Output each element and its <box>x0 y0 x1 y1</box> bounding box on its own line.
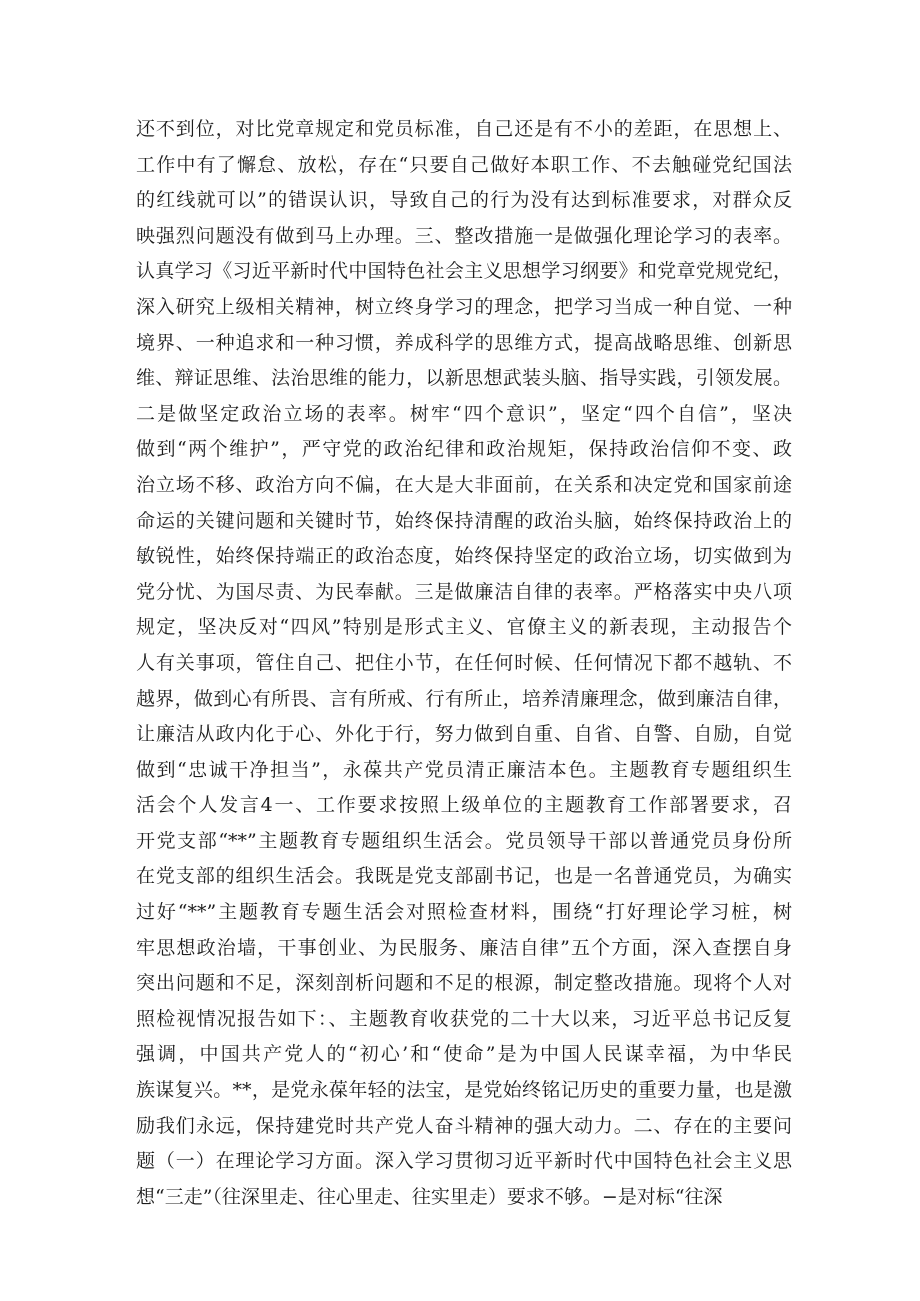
text-line: 让廉洁从政内化于心、外化于行，努力做到自重、自省、自警、自励，自觉 <box>136 723 792 746</box>
text-line: 工作中有了懈怠、放松，存在“只要自己做好本职工作、不去触碰党纪国法 <box>136 153 792 176</box>
body-text <box>136 112 792 1215</box>
text-line: 做到“两个维护”，严守党的政治纪律和政治规矩，保持政治信仰不变、政 <box>136 438 792 461</box>
text-line: 族谋复兴。**，是党永葆年轻的法宝，是党始终铭记历史的重要力量，也是激 <box>136 1079 792 1102</box>
text-line: 在党支部的组织生活会。我既是党支部副书记，也是一名普通党员，为确实 <box>136 865 792 888</box>
text-line: 深入研究上级相关精神，树立终身学习的理念，把学习当成一种自觉、一种 <box>136 295 792 318</box>
text-line: 活会个人发言4一、工作要求按照上级单位的主题教育工作部署要求，召 <box>136 794 792 817</box>
text-line: 还不到位，对比党章规定和党员标准，自己还是有不小的差距，在思想上、 <box>136 118 792 140</box>
text-line: 命运的关键问题和关键时节，始终保持清醒的政治头脑，始终保持政治上的 <box>136 509 792 532</box>
text-line: 照检视情况报告如下：、主题教育收获党的二十大以来，习近平总书记反复 <box>136 1007 792 1030</box>
text-line: 规定，坚决反对“四风”特别是形式主义、官僚主义的新表现，主动报告个 <box>136 616 792 639</box>
text-line: 映强烈问题没有做到马上办理。三、整改措施一是做强化理论学习的表率。 <box>136 224 792 247</box>
text-line: 过好“**”主题教育专题生活会对照检查材料，围绕“打好理论学习桩，树 <box>136 901 792 924</box>
text-line: 想“三走”（往深里走、往心里走、往实里走）要求不够。−是对标“往深 <box>136 1185 723 1208</box>
text-line: 敏锐性，始终保持端正的政治态度，始终保持坚定的政治立场，切实做到为 <box>136 545 792 568</box>
text-line: 党分忧、为国尽责、为民奉献。三是做廉洁自律的表率。严格落实中央八项 <box>136 580 792 603</box>
text-line: 牢思想政治墙，干事创业、为民服务、廉洁自律”五个方面，深入查摆自身 <box>136 936 792 959</box>
text-line: 境界、一种追求和一种习惯，养成科学的思维方式，提高战略思维、创新思 <box>136 331 792 354</box>
text-line: 治立场不移、政治方向不偏，在大是大非面前，在关系和决定党和国家前途 <box>136 473 792 496</box>
text-line: 的红线就可以”的错误认识，导致自己的行为没有达到标准要求，对群众反 <box>136 189 792 212</box>
text-line: 开党支部“**”主题教育专题组织生活会。党员领导干部以普通党员身份所 <box>136 829 792 852</box>
text-line: 二是做坚定政治立场的表率。树牢“四个意识”，坚定“四个自信”，坚决 <box>136 402 792 425</box>
text-line: 做到“忠诚干净担当”，永葆共产党员清正廉洁本色。主题教育专题组织生 <box>136 758 792 781</box>
text-line: 题（一）在理论学习方面。深入学习贯彻习近平新时代中国特色社会主义思 <box>136 1150 792 1173</box>
text-line: 强调，中国共产党人的“初心’和“使命”是为中国人民谋幸福，为中华民 <box>136 1043 792 1066</box>
text-line: 越界，做到心有所畏、言有所戒、行有所止，培养清廉理念，做到廉洁自律， <box>136 687 792 710</box>
text-line: 突出问题和不足，深刻剖析问题和不足的根源，制定整改措施。现将个人对 <box>136 972 792 995</box>
text-line: 人有关事项，管住自己、把住小节，在任何时候、任何情况下都不越轨、不 <box>136 651 792 674</box>
text-line: 维、辩证思维、法治思维的能力，以新思想武装头脑、指导实践，引领发展。 <box>136 367 792 390</box>
text-line: 励我们永远，保持建党时共产党人奋斗精神的强大动力。二、存在的主要问 <box>136 1114 792 1137</box>
text-line: 认真学习《习近平新时代中国特色社会主义思想学习纲要》和党章党规党纪， <box>136 260 792 283</box>
